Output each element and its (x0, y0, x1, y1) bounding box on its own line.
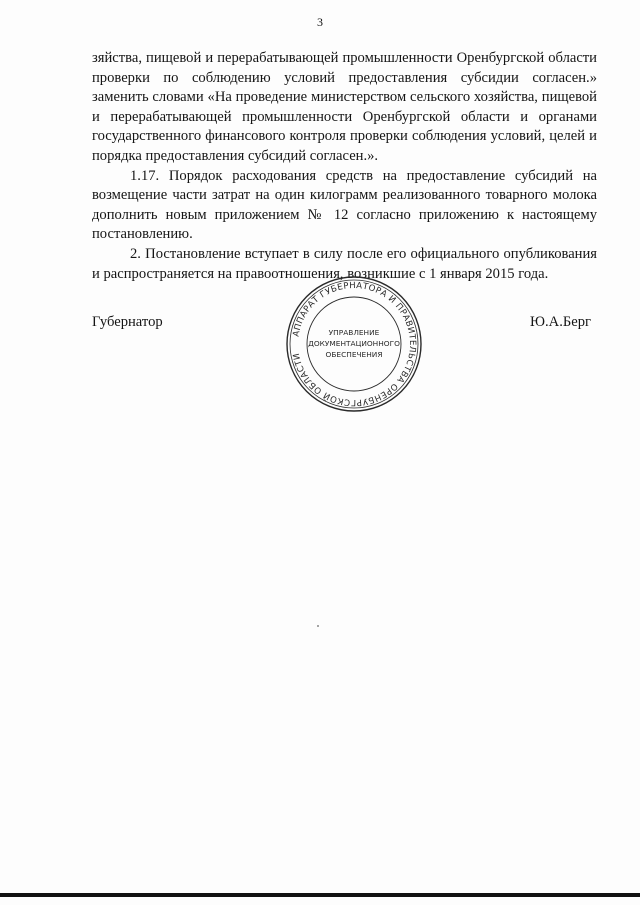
scan-speck (317, 625, 319, 627)
paragraph-item-2: 2. Постановление вступает в силу после его официального опубликования и распространяется на правоотношения, возникшие с 1 января 2015 года. (92, 245, 597, 282)
page-number: 3 (317, 15, 323, 29)
paragraph-continuation: зяйства, пищевой и перерабатывающей промышленности Оренбургской области проверки по соблюдению условий предоставления субсидии согласен.» заменить словами «На проведение министерством сельского хозяйства, пищевой и перерабатывающей промышленности Оренбургской области и органами государственного финансового контроля проверки соблюдения условий, целей и порядка предоставления субсидий согласен.». (92, 50, 597, 164)
bottom-edge-rule (0, 893, 640, 897)
official-seal (284, 274, 424, 414)
seal-ring-text: АППАРАТ ГУБЕРНАТОРА И ПРАВИТЕЛЬСТВА ОРЕНБУРГСКОЙ ОБЛАСТИ (291, 280, 418, 408)
seal-center-line-2: ДОКУМЕНТАЦИОННОГО (308, 339, 400, 348)
seal-center-line-1: УПРАВЛЕНИЕ (328, 328, 380, 337)
seal-center-line-3: ОБЕСПЕЧЕНИЯ (325, 350, 383, 359)
paragraph-item-1-17: 1.17. Порядок расходования средств на предоставление субсидий на возмещение части затрат на один килограмм реализованного товарного молока дополнить новым приложением № 12 согласно приложению к настоящему постановлению. (92, 167, 597, 243)
signature-title: Губернатор (92, 314, 163, 330)
document-body (92, 49, 597, 284)
signatory-name: Ю.А.Берг (530, 314, 591, 330)
seal-graphic (284, 274, 424, 414)
